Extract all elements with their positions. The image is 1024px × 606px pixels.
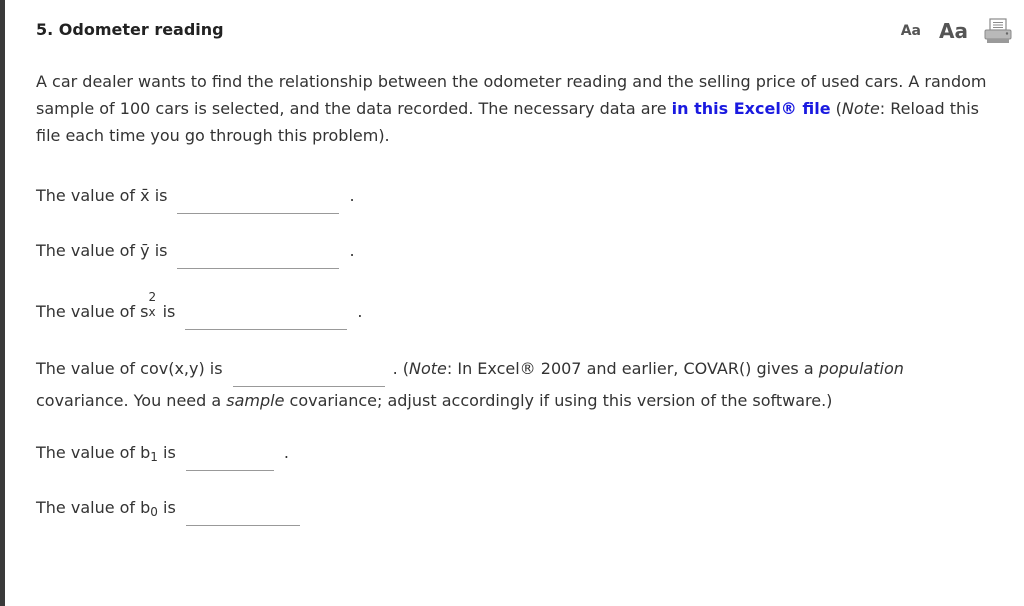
question-xbar-period: . — [349, 186, 355, 205]
printer-icon[interactable] — [984, 18, 1012, 44]
question-xbar-label: The value of x̄ is — [36, 186, 168, 205]
cov-note-open: . ( — [392, 359, 409, 378]
cov-sample-word: sample — [226, 391, 285, 410]
intro-note-text: : Reload this file each time you go through this problem). — [36, 99, 979, 145]
question-ybar-period: . — [349, 241, 355, 260]
intro-paren-open: ( — [830, 99, 842, 118]
cov-answer-input[interactable] — [233, 366, 385, 387]
question-cov — [36, 355, 996, 415]
cov-note-text-1: : In Excel® 2007 and earlier, COVAR() gives a — [446, 359, 819, 378]
question-b0-label-start: The value of b — [36, 498, 151, 517]
question-b1 — [36, 439, 289, 471]
b0-subscript: 0 — [150, 505, 158, 519]
question-b0-label-end: is — [157, 498, 176, 517]
font-size-increase-button[interactable]: Aa — [939, 19, 968, 43]
question-ybar-label: The value of ȳ is — [36, 241, 168, 260]
excel-file-link[interactable]: in this Excel® file — [671, 99, 831, 118]
question-cov-label: The value of cov(x,y) is — [36, 359, 223, 378]
b1-subscript: 1 — [150, 450, 158, 464]
cov-note-text-2: covariance. You need a — [36, 391, 227, 410]
cov-note-text-3: covariance; adjust accordingly if using this version of the software.) — [284, 391, 833, 410]
question-b1-label-end: is — [157, 443, 176, 462]
question-sx2 — [36, 290, 363, 330]
b0-answer-input[interactable] — [186, 505, 300, 526]
problem-intro — [36, 68, 996, 149]
xbar-answer-input[interactable] — [177, 193, 339, 214]
sx2-subscript: x — [148, 305, 156, 319]
sx2-sup-sub — [148, 290, 157, 319]
question-sx2-label-end: is — [157, 302, 176, 321]
cov-population-word: population — [818, 359, 904, 378]
question-xbar — [36, 182, 355, 214]
toolbar — [901, 18, 1012, 44]
sx2-answer-input[interactable] — [185, 309, 347, 330]
ybar-answer-input[interactable] — [177, 248, 339, 269]
intro-note-label: Note — [841, 99, 880, 118]
font-size-decrease-button[interactable]: Aa — [900, 23, 922, 39]
b1-answer-input[interactable] — [186, 450, 274, 471]
question-ybar — [36, 237, 355, 269]
question-sx2-period: . — [357, 302, 363, 321]
question-b0 — [36, 494, 300, 526]
left-edge-bar — [0, 0, 5, 606]
question-sx2-label-start: The value of s — [36, 302, 149, 321]
question-b1-period: . — [283, 443, 289, 462]
problem-page — [36, 0, 1016, 606]
question-b1-label-start: The value of b — [36, 443, 151, 462]
cov-note-label: Note — [409, 359, 447, 378]
intro-text: A car dealer wants to find the relationship between the odometer reading and the selling price of used cars. A random sample of 100 cars is selected, and the data recorded. The necessary data are — [36, 72, 987, 118]
sx2-superscript: 2 — [148, 290, 157, 304]
problem-title: 5. Odometer reading — [36, 20, 224, 39]
